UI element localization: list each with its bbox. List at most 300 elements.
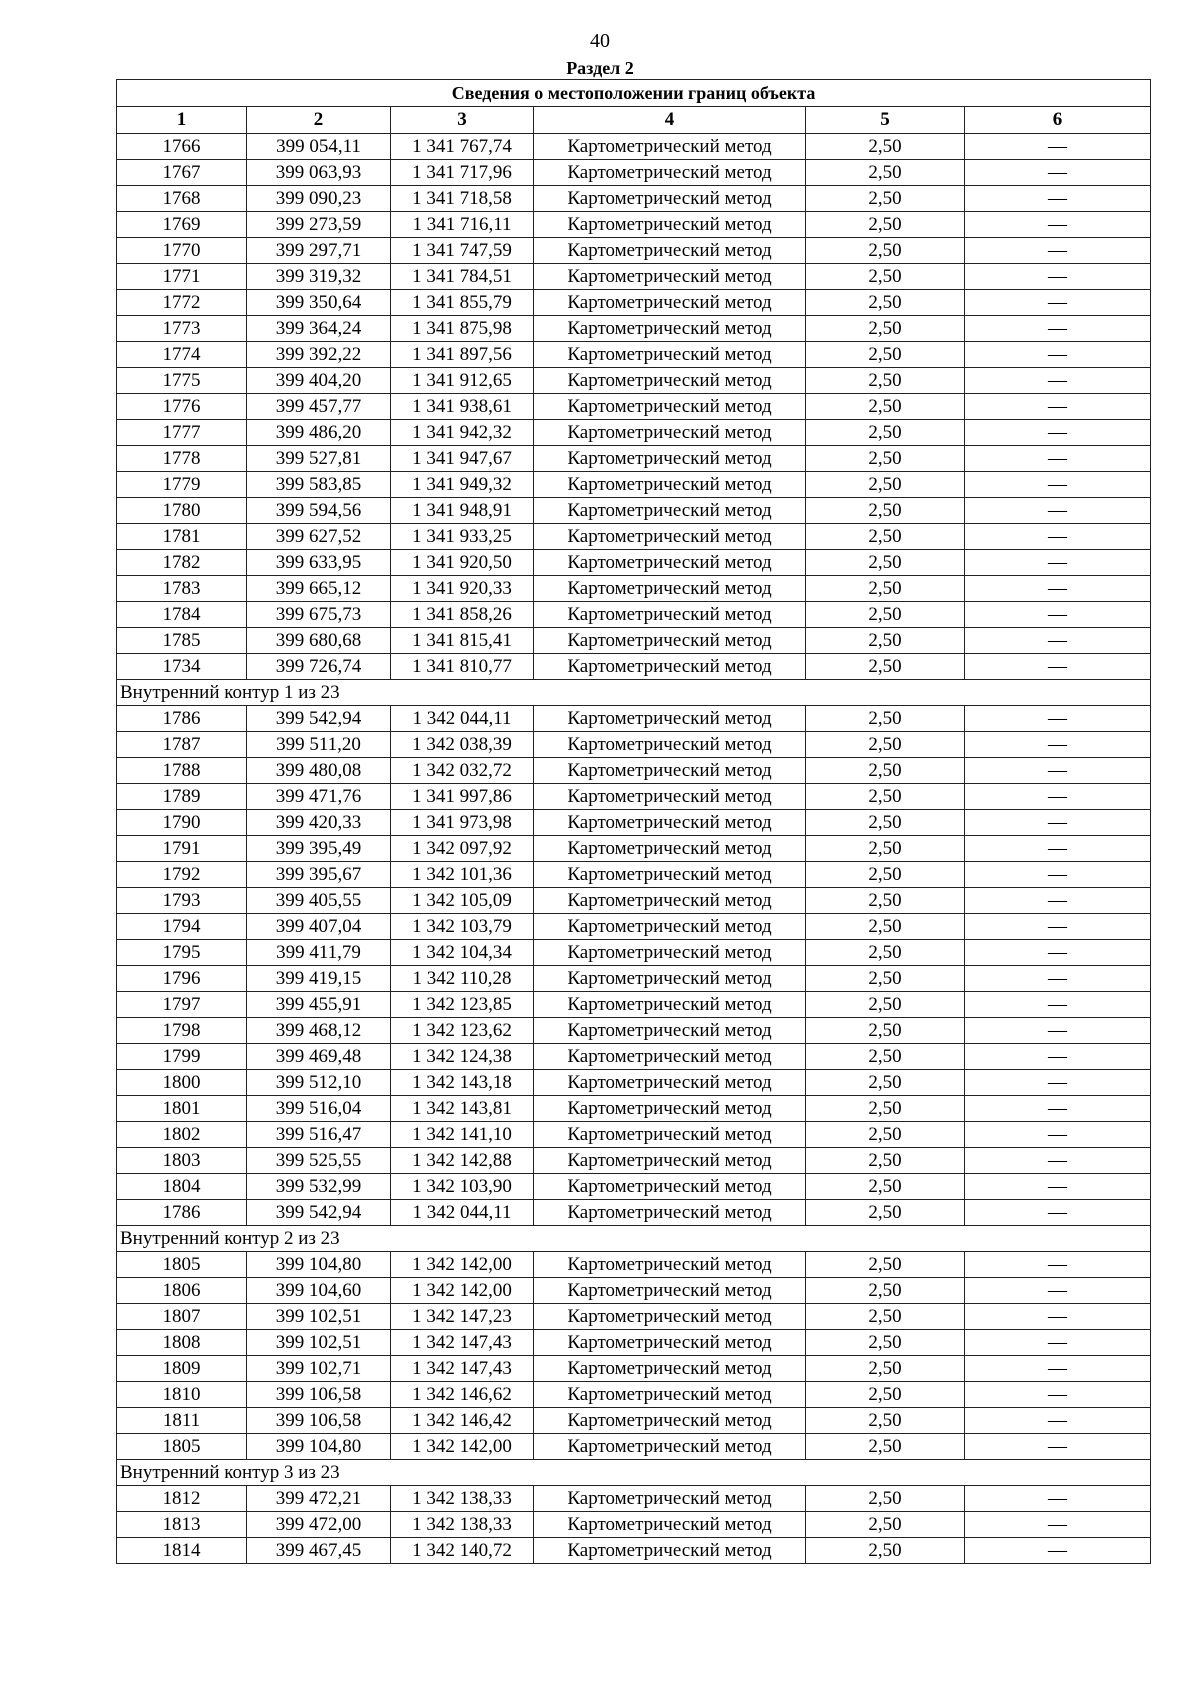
method-cell: Картометрический метод [534, 160, 806, 186]
coord-x-cell: 399 480,08 [247, 758, 391, 784]
table-row [117, 420, 1151, 446]
table-row [117, 1538, 1151, 1564]
method-cell: Картометрический метод [534, 1018, 806, 1044]
coord-y-cell: 1 342 146,42 [391, 1408, 534, 1434]
point-number-cell: 1791 [117, 836, 247, 862]
point-number-cell: 1734 [117, 654, 247, 680]
method-cell: Картометрический метод [534, 1252, 806, 1278]
method-cell: Картометрический метод [534, 576, 806, 602]
coord-y-cell: 1 342 101,36 [391, 862, 534, 888]
coord-x-cell: 399 405,55 [247, 888, 391, 914]
table-row [117, 524, 1151, 550]
coord-x-cell: 399 106,58 [247, 1382, 391, 1408]
point-number-cell: 1785 [117, 628, 247, 654]
point-number-cell: 1793 [117, 888, 247, 914]
description-cell: — [965, 134, 1151, 160]
coord-x-cell: 399 104,80 [247, 1434, 391, 1460]
point-number-cell: 1795 [117, 940, 247, 966]
point-number-cell: 1796 [117, 966, 247, 992]
accuracy-cell: 2,50 [806, 342, 965, 368]
point-number-cell: 1773 [117, 316, 247, 342]
coord-y-cell: 1 341 747,59 [391, 238, 534, 264]
coord-x-cell: 399 467,45 [247, 1538, 391, 1564]
accuracy-cell: 2,50 [806, 940, 965, 966]
table-row [117, 1044, 1151, 1070]
coord-y-cell: 1 342 103,90 [391, 1174, 534, 1200]
table-row [117, 316, 1151, 342]
table-row [117, 914, 1151, 940]
coord-y-cell: 1 342 103,79 [391, 914, 534, 940]
accuracy-cell: 2,50 [806, 1538, 965, 1564]
point-number-cell: 1805 [117, 1434, 247, 1460]
coord-x-cell: 399 419,15 [247, 966, 391, 992]
coord-x-cell: 399 395,49 [247, 836, 391, 862]
coord-y-cell: 1 341 875,98 [391, 316, 534, 342]
coord-y-cell: 1 342 143,81 [391, 1096, 534, 1122]
accuracy-cell: 2,50 [806, 394, 965, 420]
table-row [117, 264, 1151, 290]
coord-x-cell: 399 627,52 [247, 524, 391, 550]
table-row [117, 238, 1151, 264]
method-cell: Картометрический метод [534, 1122, 806, 1148]
table-row [117, 1512, 1151, 1538]
table-row [117, 1278, 1151, 1304]
coord-y-cell: 1 342 097,92 [391, 836, 534, 862]
method-cell: Картометрический метод [534, 914, 806, 940]
point-number-cell: 1811 [117, 1408, 247, 1434]
accuracy-cell: 2,50 [806, 810, 965, 836]
accuracy-cell: 2,50 [806, 1174, 965, 1200]
coord-x-cell: 399 486,20 [247, 420, 391, 446]
coord-x-cell: 399 525,55 [247, 1148, 391, 1174]
coord-x-cell: 399 090,23 [247, 186, 391, 212]
method-cell: Картометрический метод [534, 1174, 806, 1200]
contour-header-row [117, 680, 1151, 706]
coord-y-cell: 1 341 716,11 [391, 212, 534, 238]
coord-x-cell: 399 471,76 [247, 784, 391, 810]
point-number-cell: 1770 [117, 238, 247, 264]
coord-y-cell: 1 342 143,18 [391, 1070, 534, 1096]
coord-x-cell: 399 102,51 [247, 1330, 391, 1356]
point-number-cell: 1804 [117, 1174, 247, 1200]
coord-x-cell: 399 411,79 [247, 940, 391, 966]
coord-x-cell: 399 054,11 [247, 134, 391, 160]
coord-y-cell: 1 342 124,38 [391, 1044, 534, 1070]
point-number-cell: 1780 [117, 498, 247, 524]
contour-header-row [117, 1226, 1151, 1252]
accuracy-cell: 2,50 [806, 1486, 965, 1512]
coord-x-cell: 399 511,20 [247, 732, 391, 758]
coord-x-cell: 399 516,47 [247, 1122, 391, 1148]
method-cell: Картометрический метод [534, 992, 806, 1018]
coord-y-cell: 1 341 717,96 [391, 160, 534, 186]
table-row [117, 810, 1151, 836]
accuracy-cell: 2,50 [806, 1148, 965, 1174]
description-cell: — [965, 1382, 1151, 1408]
method-cell: Картометрический метод [534, 1200, 806, 1226]
coord-y-cell: 1 342 142,00 [391, 1278, 534, 1304]
coord-y-cell: 1 341 920,33 [391, 576, 534, 602]
accuracy-cell: 2,50 [806, 732, 965, 758]
coord-y-cell: 1 342 147,23 [391, 1304, 534, 1330]
coord-y-cell: 1 341 767,74 [391, 134, 534, 160]
table-row [117, 940, 1151, 966]
contour-label: Внутренний контур 1 из 23 [117, 680, 1151, 706]
table-row [117, 446, 1151, 472]
table-body [117, 134, 1151, 1564]
coord-x-cell: 399 472,00 [247, 1512, 391, 1538]
coord-x-cell: 399 407,04 [247, 914, 391, 940]
coord-y-cell: 1 342 146,62 [391, 1382, 534, 1408]
accuracy-cell: 2,50 [806, 238, 965, 264]
method-cell: Картометрический метод [534, 264, 806, 290]
description-cell: — [965, 810, 1151, 836]
column-number-5: 5 [806, 107, 965, 134]
accuracy-cell: 2,50 [806, 1408, 965, 1434]
table-row [117, 368, 1151, 394]
contour-header-row [117, 1460, 1151, 1486]
coord-y-cell: 1 341 948,91 [391, 498, 534, 524]
point-number-cell: 1789 [117, 784, 247, 810]
coord-y-cell: 1 342 104,34 [391, 940, 534, 966]
point-number-cell: 1808 [117, 1330, 247, 1356]
accuracy-cell: 2,50 [806, 550, 965, 576]
coord-x-cell: 399 542,94 [247, 706, 391, 732]
coord-y-cell: 1 342 142,88 [391, 1148, 534, 1174]
method-cell: Картометрический метод [534, 1382, 806, 1408]
column-number-2: 2 [247, 107, 391, 134]
description-cell: — [965, 472, 1151, 498]
coord-y-cell: 1 342 138,33 [391, 1512, 534, 1538]
description-cell: — [965, 290, 1151, 316]
point-number-cell: 1801 [117, 1096, 247, 1122]
accuracy-cell: 2,50 [806, 1434, 965, 1460]
page-number: 40 [590, 30, 610, 52]
description-cell: — [965, 1148, 1151, 1174]
description-cell: — [965, 1512, 1151, 1538]
point-number-cell: 1790 [117, 810, 247, 836]
table-row [117, 212, 1151, 238]
description-cell: — [965, 212, 1151, 238]
method-cell: Картометрический метод [534, 368, 806, 394]
description-cell: — [965, 1044, 1151, 1070]
column-number-3: 3 [391, 107, 534, 134]
method-cell: Картометрический метод [534, 1512, 806, 1538]
method-cell: Картометрический метод [534, 628, 806, 654]
coord-x-cell: 399 583,85 [247, 472, 391, 498]
coord-x-cell: 399 468,12 [247, 1018, 391, 1044]
description-cell: — [965, 1252, 1151, 1278]
method-cell: Картометрический метод [534, 810, 806, 836]
accuracy-cell: 2,50 [806, 1252, 965, 1278]
coord-x-cell: 399 472,21 [247, 1486, 391, 1512]
coord-y-cell: 1 341 784,51 [391, 264, 534, 290]
table-row [117, 394, 1151, 420]
point-number-cell: 1814 [117, 1538, 247, 1564]
description-cell: — [965, 784, 1151, 810]
accuracy-cell: 2,50 [806, 212, 965, 238]
table-row [117, 1304, 1151, 1330]
coord-y-cell: 1 341 949,32 [391, 472, 534, 498]
contour-label: Внутренний контур 3 из 23 [117, 1460, 1151, 1486]
point-number-cell: 1786 [117, 706, 247, 732]
method-cell: Картометрический метод [534, 966, 806, 992]
method-cell: Картометрический метод [534, 1356, 806, 1382]
method-cell: Картометрический метод [534, 290, 806, 316]
method-cell: Картометрический метод [534, 888, 806, 914]
table-row [117, 576, 1151, 602]
accuracy-cell: 2,50 [806, 1304, 965, 1330]
coord-x-cell: 399 457,77 [247, 394, 391, 420]
accuracy-cell: 2,50 [806, 1018, 965, 1044]
coord-x-cell: 399 350,64 [247, 290, 391, 316]
method-cell: Картометрический метод [534, 472, 806, 498]
description-cell: — [965, 524, 1151, 550]
coord-y-cell: 1 342 147,43 [391, 1356, 534, 1382]
description-cell: — [965, 654, 1151, 680]
coord-y-cell: 1 342 123,85 [391, 992, 534, 1018]
coord-x-cell: 399 469,48 [247, 1044, 391, 1070]
coord-x-cell: 399 726,74 [247, 654, 391, 680]
point-number-cell: 1799 [117, 1044, 247, 1070]
accuracy-cell: 2,50 [806, 446, 965, 472]
coord-y-cell: 1 341 815,41 [391, 628, 534, 654]
point-number-cell: 1784 [117, 602, 247, 628]
accuracy-cell: 2,50 [806, 888, 965, 914]
table-caption: Сведения о местоположении границ объекта [117, 80, 1151, 107]
table-row [117, 784, 1151, 810]
description-cell: — [965, 966, 1151, 992]
column-number-6: 6 [965, 107, 1151, 134]
accuracy-cell: 2,50 [806, 524, 965, 550]
coord-y-cell: 1 342 142,00 [391, 1434, 534, 1460]
accuracy-cell: 2,50 [806, 966, 965, 992]
accuracy-cell: 2,50 [806, 1382, 965, 1408]
table-row [117, 992, 1151, 1018]
point-number-cell: 1800 [117, 1070, 247, 1096]
point-number-cell: 1768 [117, 186, 247, 212]
table-row [117, 1200, 1151, 1226]
coord-y-cell: 1 342 044,11 [391, 706, 534, 732]
table-row [117, 1174, 1151, 1200]
accuracy-cell: 2,50 [806, 862, 965, 888]
table-row [117, 472, 1151, 498]
description-cell: — [965, 1408, 1151, 1434]
column-number-4: 4 [534, 107, 806, 134]
table-row [117, 160, 1151, 186]
coord-x-cell: 399 106,58 [247, 1408, 391, 1434]
point-number-cell: 1767 [117, 160, 247, 186]
method-cell: Картометрический метод [534, 1538, 806, 1564]
table-row [117, 1486, 1151, 1512]
coord-x-cell: 399 420,33 [247, 810, 391, 836]
description-cell: — [965, 1070, 1151, 1096]
coord-x-cell: 399 680,68 [247, 628, 391, 654]
coord-x-cell: 399 665,12 [247, 576, 391, 602]
description-cell: — [965, 316, 1151, 342]
coord-y-cell: 1 342 110,28 [391, 966, 534, 992]
method-cell: Картометрический метод [534, 498, 806, 524]
coord-y-cell: 1 341 810,77 [391, 654, 534, 680]
table-row [117, 134, 1151, 160]
table-row [117, 1330, 1151, 1356]
point-number-cell: 1812 [117, 1486, 247, 1512]
table-row [117, 1018, 1151, 1044]
table-row [117, 1434, 1151, 1460]
coord-y-cell: 1 342 105,09 [391, 888, 534, 914]
accuracy-cell: 2,50 [806, 420, 965, 446]
coord-x-cell: 399 516,04 [247, 1096, 391, 1122]
coord-y-cell: 1 342 147,43 [391, 1330, 534, 1356]
description-cell: — [965, 1200, 1151, 1226]
table-row [117, 1122, 1151, 1148]
point-number-cell: 1802 [117, 1122, 247, 1148]
accuracy-cell: 2,50 [806, 914, 965, 940]
method-cell: Картометрический метод [534, 940, 806, 966]
accuracy-cell: 2,50 [806, 1356, 965, 1382]
description-cell: — [965, 1304, 1151, 1330]
point-number-cell: 1766 [117, 134, 247, 160]
method-cell: Картометрический метод [534, 654, 806, 680]
accuracy-cell: 2,50 [806, 498, 965, 524]
description-cell: — [965, 862, 1151, 888]
coord-y-cell: 1 341 938,61 [391, 394, 534, 420]
accuracy-cell: 2,50 [806, 316, 965, 342]
accuracy-cell: 2,50 [806, 992, 965, 1018]
column-number-1: 1 [117, 107, 247, 134]
coord-y-cell: 1 341 920,50 [391, 550, 534, 576]
accuracy-cell: 2,50 [806, 134, 965, 160]
method-cell: Картометрический метод [534, 732, 806, 758]
table-row [117, 1408, 1151, 1434]
description-cell: — [965, 446, 1151, 472]
description-cell: — [965, 628, 1151, 654]
table-row [117, 186, 1151, 212]
method-cell: Картометрический метод [534, 1408, 806, 1434]
coord-x-cell: 399 273,59 [247, 212, 391, 238]
point-number-cell: 1787 [117, 732, 247, 758]
coord-y-cell: 1 341 855,79 [391, 290, 534, 316]
method-cell: Картометрический метод [534, 316, 806, 342]
table-row [117, 498, 1151, 524]
method-cell: Картометрический метод [534, 134, 806, 160]
coord-y-cell: 1 342 032,72 [391, 758, 534, 784]
point-number-cell: 1769 [117, 212, 247, 238]
coord-y-cell: 1 341 942,32 [391, 420, 534, 446]
description-cell: — [965, 602, 1151, 628]
method-cell: Картометрический метод [534, 1486, 806, 1512]
table-row [117, 602, 1151, 628]
description-cell: — [965, 706, 1151, 732]
coord-y-cell: 1 342 044,11 [391, 1200, 534, 1226]
accuracy-cell: 2,50 [806, 628, 965, 654]
method-cell: Картометрический метод [534, 602, 806, 628]
description-cell: — [965, 160, 1151, 186]
coord-x-cell: 399 455,91 [247, 992, 391, 1018]
point-number-cell: 1775 [117, 368, 247, 394]
table-row [117, 550, 1151, 576]
point-number-cell: 1809 [117, 1356, 247, 1382]
coord-y-cell: 1 342 123,62 [391, 1018, 534, 1044]
coord-x-cell: 399 675,73 [247, 602, 391, 628]
coord-y-cell: 1 342 141,10 [391, 1122, 534, 1148]
coord-x-cell: 399 392,22 [247, 342, 391, 368]
method-cell: Картометрический метод [534, 1330, 806, 1356]
point-number-cell: 1805 [117, 1252, 247, 1278]
coord-y-cell: 1 342 038,39 [391, 732, 534, 758]
method-cell: Картометрический метод [534, 1304, 806, 1330]
point-number-cell: 1776 [117, 394, 247, 420]
description-cell: — [965, 1356, 1151, 1382]
table-row [117, 1070, 1151, 1096]
accuracy-cell: 2,50 [806, 1330, 965, 1356]
method-cell: Картометрический метод [534, 394, 806, 420]
method-cell: Картометрический метод [534, 524, 806, 550]
accuracy-cell: 2,50 [806, 1044, 965, 1070]
method-cell: Картометрический метод [534, 342, 806, 368]
coord-x-cell: 399 512,10 [247, 1070, 391, 1096]
description-cell: — [965, 758, 1151, 784]
coord-x-cell: 399 633,95 [247, 550, 391, 576]
point-number-cell: 1806 [117, 1278, 247, 1304]
accuracy-cell: 2,50 [806, 1070, 965, 1096]
accuracy-cell: 2,50 [806, 160, 965, 186]
accuracy-cell: 2,50 [806, 1278, 965, 1304]
column-number-row [117, 107, 1151, 134]
description-cell: — [965, 576, 1151, 602]
method-cell: Картометрический метод [534, 446, 806, 472]
coord-y-cell: 1 341 947,67 [391, 446, 534, 472]
description-cell: — [965, 186, 1151, 212]
coord-x-cell: 399 527,81 [247, 446, 391, 472]
method-cell: Картометрический метод [534, 186, 806, 212]
method-cell: Картометрический метод [534, 420, 806, 446]
description-cell: — [965, 1018, 1151, 1044]
description-cell: — [965, 368, 1151, 394]
coord-y-cell: 1 341 897,56 [391, 342, 534, 368]
method-cell: Картометрический метод [534, 836, 806, 862]
description-cell: — [965, 1434, 1151, 1460]
table-row [117, 966, 1151, 992]
method-cell: Картометрический метод [534, 238, 806, 264]
accuracy-cell: 2,50 [806, 654, 965, 680]
table-row [117, 758, 1151, 784]
accuracy-cell: 2,50 [806, 1512, 965, 1538]
accuracy-cell: 2,50 [806, 472, 965, 498]
coord-y-cell: 1 341 858,26 [391, 602, 534, 628]
method-cell: Картометрический метод [534, 706, 806, 732]
description-cell: — [965, 1096, 1151, 1122]
description-cell: — [965, 498, 1151, 524]
method-cell: Картометрический метод [534, 862, 806, 888]
coord-y-cell: 1 342 138,33 [391, 1486, 534, 1512]
coord-x-cell: 399 319,32 [247, 264, 391, 290]
method-cell: Картометрический метод [534, 758, 806, 784]
point-number-cell: 1810 [117, 1382, 247, 1408]
point-number-cell: 1772 [117, 290, 247, 316]
description-cell: — [965, 836, 1151, 862]
table-row [117, 1148, 1151, 1174]
accuracy-cell: 2,50 [806, 264, 965, 290]
point-number-cell: 1794 [117, 914, 247, 940]
coord-x-cell: 399 364,24 [247, 316, 391, 342]
point-number-cell: 1778 [117, 446, 247, 472]
point-number-cell: 1798 [117, 1018, 247, 1044]
method-cell: Картометрический метод [534, 1070, 806, 1096]
point-number-cell: 1777 [117, 420, 247, 446]
table-row [117, 706, 1151, 732]
accuracy-cell: 2,50 [806, 290, 965, 316]
